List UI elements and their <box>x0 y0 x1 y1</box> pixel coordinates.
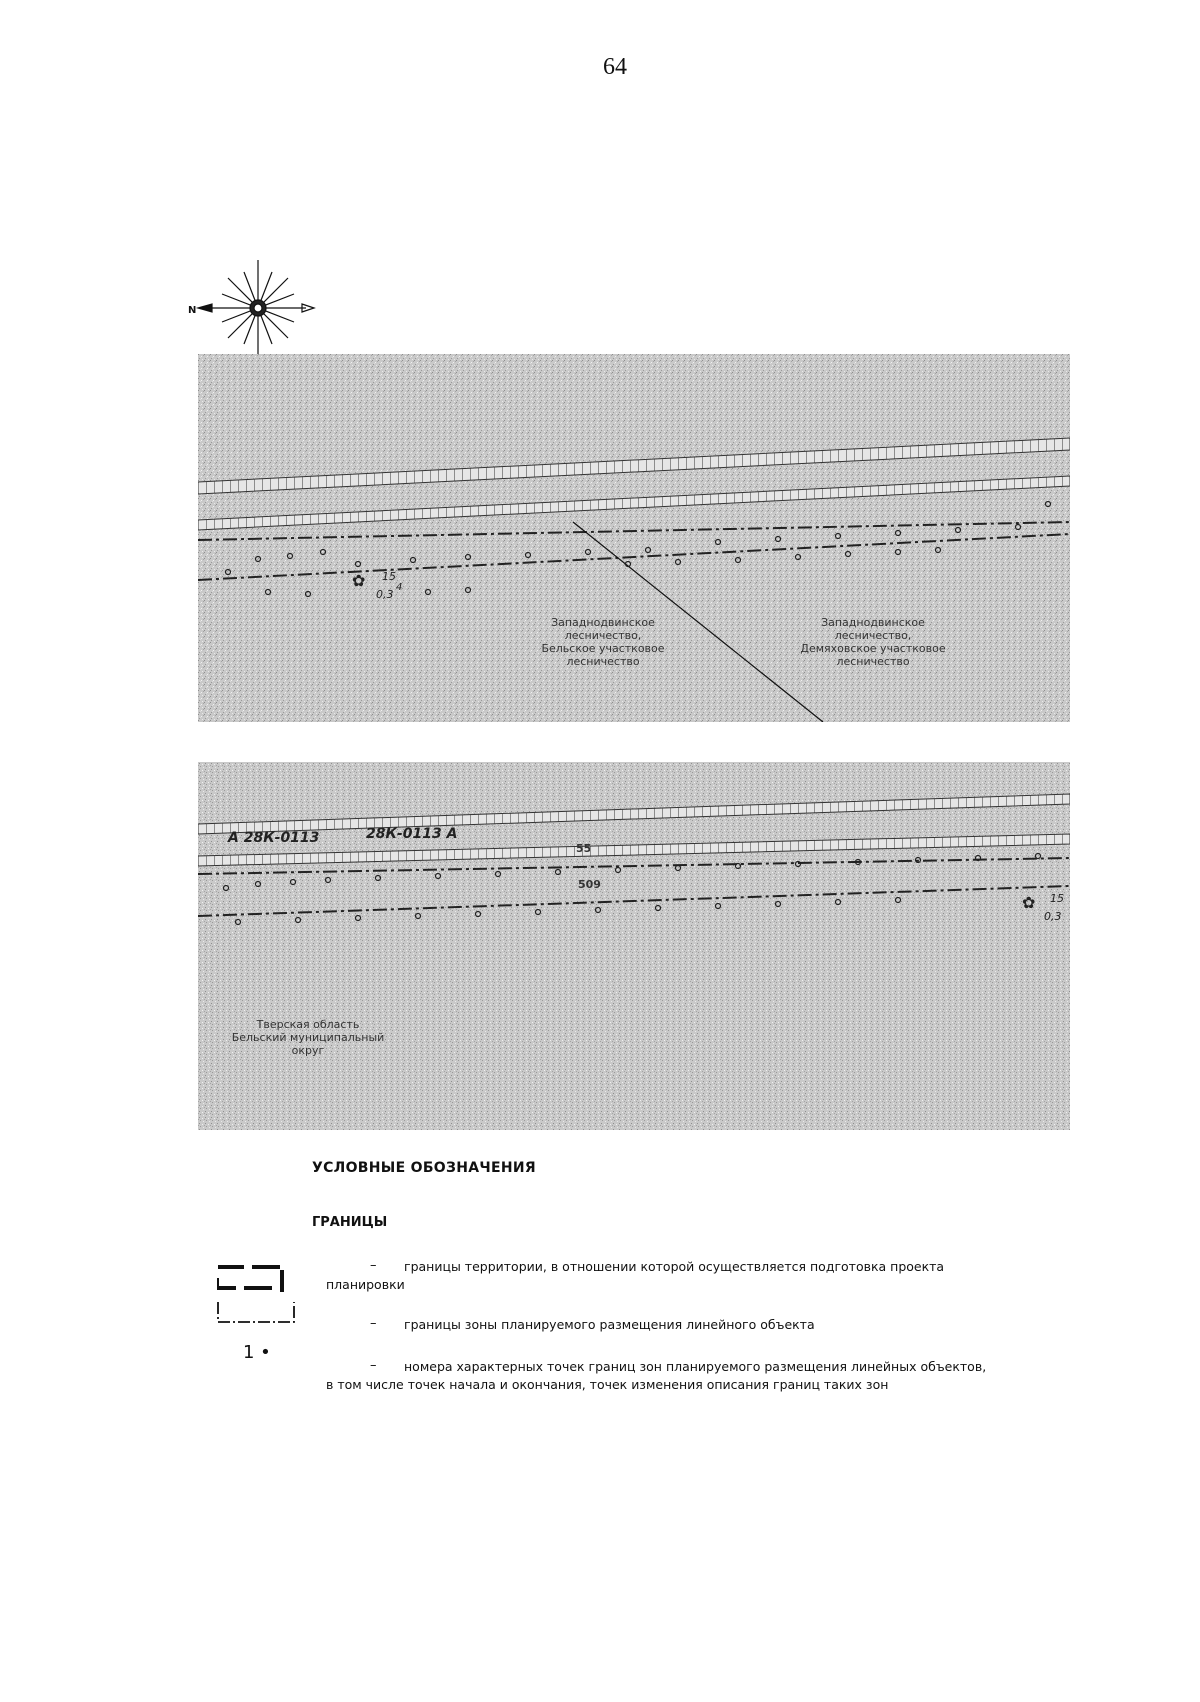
road-label-left: А 28К-0113 <box>228 830 320 846</box>
territory-boundary-symbol <box>216 1262 298 1301</box>
point-label-509: 509 <box>578 878 601 891</box>
map-panel-top <box>198 354 1070 722</box>
legend-section-boundaries: ГРАНИЦЫ <box>312 1215 388 1230</box>
road-label-mid: 28К-0113 А <box>366 826 458 842</box>
page-number: 64 <box>603 54 627 80</box>
legend-dash: – <box>370 1358 377 1373</box>
tree-marker-side: 4 <box>396 582 403 593</box>
legend-item-3-line1: номера характерных точек границ зон планируемого размещения линейных объектов, <box>404 1359 987 1374</box>
forestry-label-right: Западнодвинское лесничество, Демяховское участковое лесничество <box>800 616 946 668</box>
point-label-55: 55 <box>576 842 592 855</box>
point-number-symbol: 1 • <box>243 1342 271 1363</box>
legend-dash: – <box>370 1258 377 1273</box>
north-arrow-icon <box>180 250 320 360</box>
tree-marker-bottom-2: 0,3 <box>1044 910 1062 923</box>
legend-item-1-line1: границы территории, в отношении которой осуществляется подготовка проекта <box>404 1259 945 1274</box>
tree-icon: ✿ <box>352 571 366 590</box>
north-label: N <box>188 305 197 316</box>
legend-item-3-line2: в том числе точек начала и окончания, точек изменения описания границ таких зон <box>326 1377 889 1392</box>
legend-item-2-line1: границы зоны планируемого размещения линейного объекта <box>404 1317 815 1332</box>
tree-marker-bottom: 0,3 <box>376 588 394 601</box>
legend-dash: – <box>370 1316 377 1331</box>
legend-item-1-line2: планировки <box>326 1277 405 1292</box>
legend-title: УСЛОВНЫЕ ОБОЗНАЧЕНИЯ <box>312 1160 536 1176</box>
tree-marker-top: 15 <box>382 570 396 583</box>
map-panel-bottom <box>198 762 1070 1130</box>
forestry-label-left: Западнодвинское лесничество, Бельское участковое лесничество <box>541 616 665 668</box>
tree-icon: ✿ <box>1022 893 1036 912</box>
region-label: Тверская область Бельский муниципальный округ <box>231 1018 385 1057</box>
tree-marker-top-2: 15 <box>1050 892 1064 905</box>
zone-boundary-symbol <box>216 1298 298 1333</box>
